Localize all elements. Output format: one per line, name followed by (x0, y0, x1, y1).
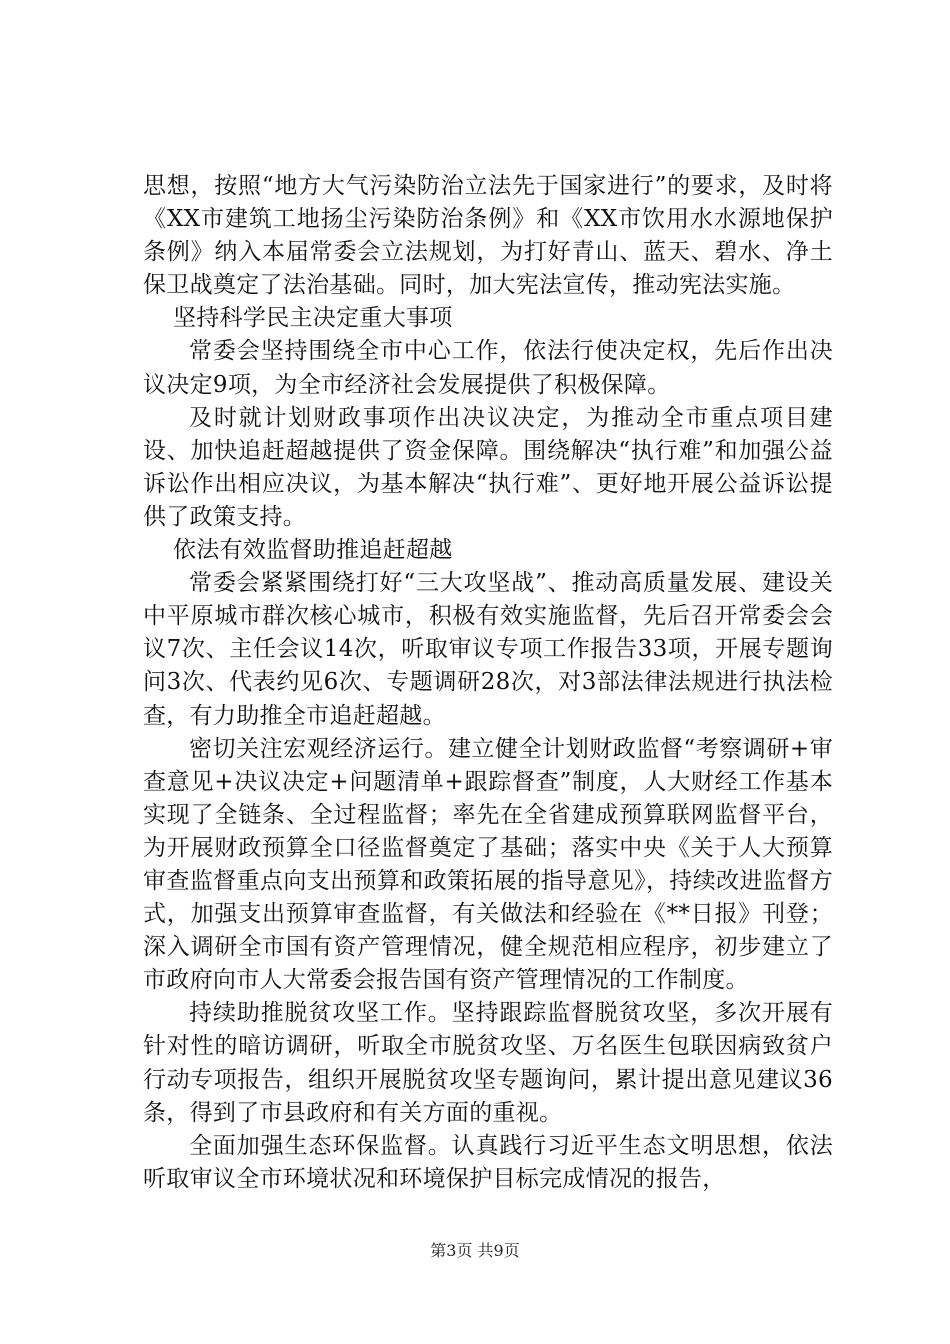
paragraph-5: 密切关注宏观经济运行。建立健全计划财政监督“考察调研+审查意见+决议决定+问题清单+跟踪督查”制度，人大财经工作基本实现了全链条、全过程监督；率先在全省建成预算联网监督平台，为开展财政预算全口径监督奠定了基础；落实中央《关于人大预算审查监督重点向支出预算和政策拓展的指导意见》，持续改进监督方式，加强支出预算审查监督，有关做法和经验在《**日报》刊登；深入调研全市国有资产管理情况，健全规范相应程序，初步建立了市政府向市人大常委会报告国有资产管理情况的工作制度。 (143, 735, 833, 994)
section-heading-1: 坚持科学民主决定重大事项 (173, 305, 453, 332)
page-number-footer: 第3页 共9页 (430, 1241, 520, 1260)
paragraph-2: 常委会坚持围绕全市中心工作，依法行使决定权，先后作出决议决定9项，为全市经济社会发展提供了积极保障。 (143, 338, 833, 398)
paragraph-4: 常委会紧紧围绕打好“三大攻坚战”、推动高质量发展、建设关中平原城市群次核心城市，积极有效实施监督，先后召开常委会会议7次、主任会议14次，听取审议专项工作报告33项，开展专题询问3次、代表约见6次、专题调研28次，对3部法律法规进行执法检查，有力助推全市追赶超越。 (143, 570, 833, 729)
document-body (143, 170, 833, 1196)
paragraph-7: 全面加强生态环保监督。认真践行习近平生态文明思想，依法听取审议全市环境状况和环境保护目标完成情况的报告， (143, 1132, 833, 1192)
section-heading-2: 依法有效监督助推追赶超越 (173, 537, 453, 564)
paragraph-3: 及时就计划财政事项作出决议决定，为推动全市重点项目建设、加快追赶超越提供了资金保障。围绕解决“执行难”和加强公益诉讼作出相应决议，为基本解决“执行难”、更好地开展公益诉讼提供了政策支持。 (143, 404, 833, 530)
paragraph-1: 思想，按照“地方大气污染防治立法先于国家进行”的要求，及时将《XX市建筑工地扬尘污染防治条例》和《XX市饮用水水源地保护条例》纳入本届常委会立法规划，为打好青山、蓝天、碧水、净土保卫战奠定了法治基础。同时，加大宪法宣传，推动宪法实施。 (143, 173, 833, 299)
paragraph-6: 持续助推脱贫攻坚工作。坚持跟踪监督脱贫攻坚，多次开展有针对性的暗访调研，听取全市脱贫攻坚、万名医生包联因病致贫户行动专项报告，组织开展脱贫攻坚专题询问，累计提出意见建议36条，得到了市县政府和有关方面的重视。 (143, 1000, 833, 1126)
